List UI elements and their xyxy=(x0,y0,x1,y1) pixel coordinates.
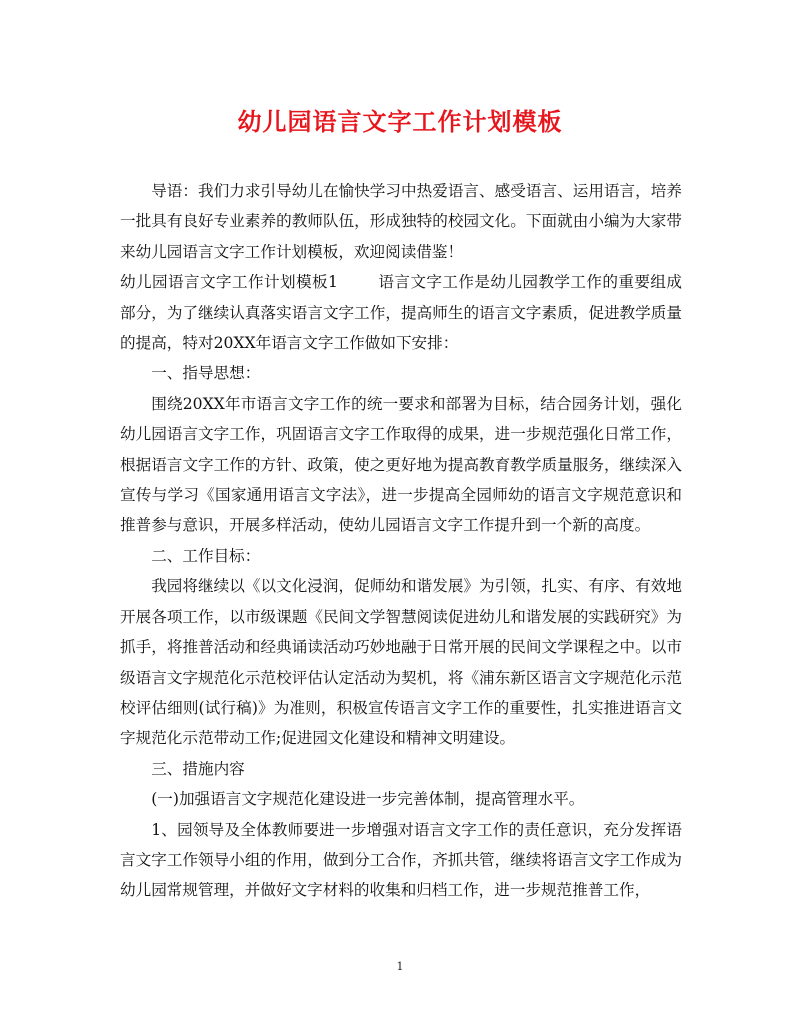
document-title: 幼儿园语言文字工作计划模板 xyxy=(237,107,563,136)
section1-body: 围绕20XX年市语言文字工作的统一要求和部署为目标，结合园务计划，强化幼儿园语言文字工作，巩固语言文字工作取得的成果，进一步规范强化日常工作，根据语言文字工作的方针、政策，使之更好地为提高教育教学质量服务，继续深入宣传与学习《国家通用语言文字法》，进一步提高全园师幼的语言文字规范意识和推普参与意识，开展多样活动，使幼儿园语言文字工作提升到一个新的高度。 xyxy=(120,394,682,535)
subsection1-heading: (一)加强语言文字规范化建设进一步完善体制，提高管理水平。 xyxy=(151,790,585,809)
page-number: 1 xyxy=(396,960,404,973)
section3-heading: 三、措施内容 xyxy=(151,759,245,778)
item1-body: 1、园领导及全体教师要进一步增强对语言文字工作的责任意识，充分发挥语言文字工作领导小组的作用，做到分工合作，齐抓共管，继续将语言文字工作成为幼儿园常规管理，并做好文字材料的收集和归档工作，进一步规范推普工作， xyxy=(120,820,682,900)
document-body xyxy=(120,176,682,906)
section2-body: 我园将继续以《以文化浸润，促师幼和谐发展》为引领，扎实、有序、有效地开展各项工作，以市级课题《民间文学智慧阅读促进幼儿和谐发展的实践研究》为抓手，将推普活动和经典诵读活动巧妙地融于日常开展的民间文学课程之中。以市级语言文字规范化示范校评估认定活动为契机，将《浦东新区语言文字规范化示范校评估细则(试行稿)》为准则，积极宣传语言文字工作的重要性，扎实推进语言文字规范化示范带动工作;促进园文化建设和精神文明建设。 xyxy=(120,577,682,748)
section2-heading: 二、工作目标： xyxy=(151,546,261,565)
template-lead: 语言文字工作是幼儿园教学工作的重要组成部分，为了继续认真落实语言文字工作，提高师生的语言文字素质，促进教学质量的提高，特对20XX年语言文字工作做如下安排： xyxy=(120,273,682,353)
section1-heading: 一、指导思想： xyxy=(151,364,261,383)
intro-paragraph: 导语：我们力求引导幼儿在愉快学习中热爱语言、感受语言、运用语言，培养一批具有良好专业素养的教师队伍，形成独特的校园文化。下面就由小编为大家带来幼儿园语言文字工作计划模板，欢迎阅读借鉴！ xyxy=(120,182,682,261)
template-paragraph xyxy=(120,267,682,358)
template-label: 幼儿园语言文字工作计划模板1 xyxy=(120,273,338,292)
